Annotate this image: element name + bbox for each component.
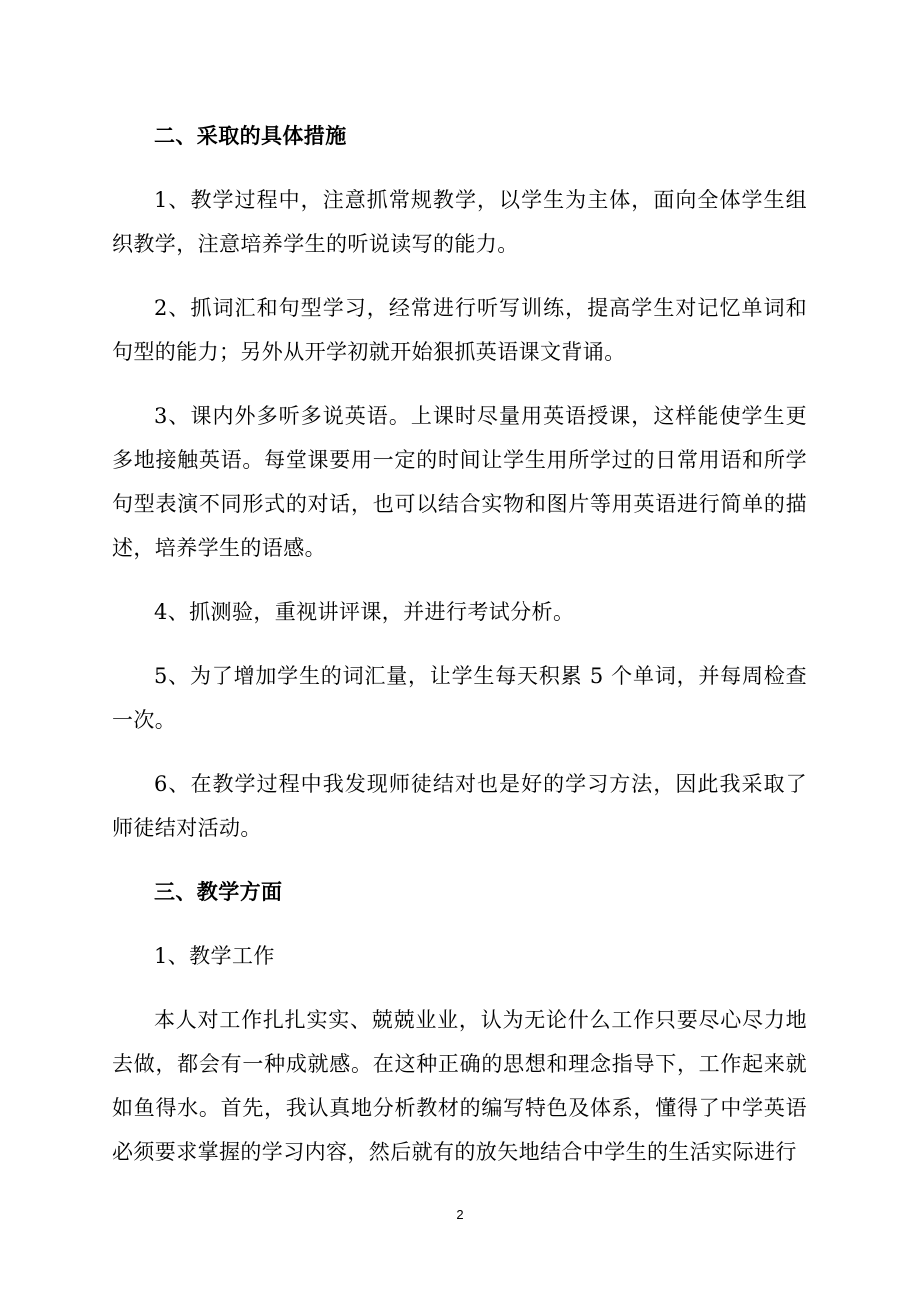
section-heading-measures: 二、采取的具体措施 (154, 124, 347, 148)
paragraph-item-1: 1、教学过程中，注意抓常规教学，以学生为主体，面向全体学生组织教学，注意培养学生的听说读写的能力。 (112, 188, 807, 256)
paragraph-item-6: 6、在教学过程中我发现师徒结对也是好的学习方法，因此我采取了师徒结对活动。 (112, 772, 807, 840)
paragraph-teaching-work: 本人对工作扎扎实实、兢兢业业，认为无论什么工作只要尽心尽力地去做，都会有一种成就感。在这种正确的思想和理念指导下，工作起来就如鱼得水。首先，我认真地分析教材的编写特色及体系，懂得了中学英语必须要求掌握的学习内容，然后就有的放矢地结合中学生的生活实际进行 (112, 1008, 807, 1164)
paragraph-item-2: 2、抓词汇和句型学习，经常进行听写训练，提高学生对记忆单词和句型的能力；另外从开学初就开始狠抓英语课文背诵。 (112, 296, 807, 364)
paragraph-item-5: 5、为了增加学生的词汇量，让学生每天积累 5 个单词，并每周检查一次。 (112, 664, 807, 732)
paragraph-item-4: 4、抓测验，重视讲评课，并进行考试分析。 (154, 600, 575, 624)
subheading-teaching-work: 1、教学工作 (154, 944, 275, 968)
section-heading-teaching: 三、教学方面 (154, 880, 283, 904)
page-number: 2 (456, 1207, 464, 1222)
document-body (112, 114, 807, 1194)
paragraph-item-3: 3、课内外多听多说英语。上课时尽量用英语授课，这样能使学生更多地接触英语。每堂课要用一定的时间让学生用所学过的日常用语和所学句型表演不同形式的对话，也可以结合实物和图片等用英语进行简单的描述，培养学生的语感。 (112, 404, 807, 560)
